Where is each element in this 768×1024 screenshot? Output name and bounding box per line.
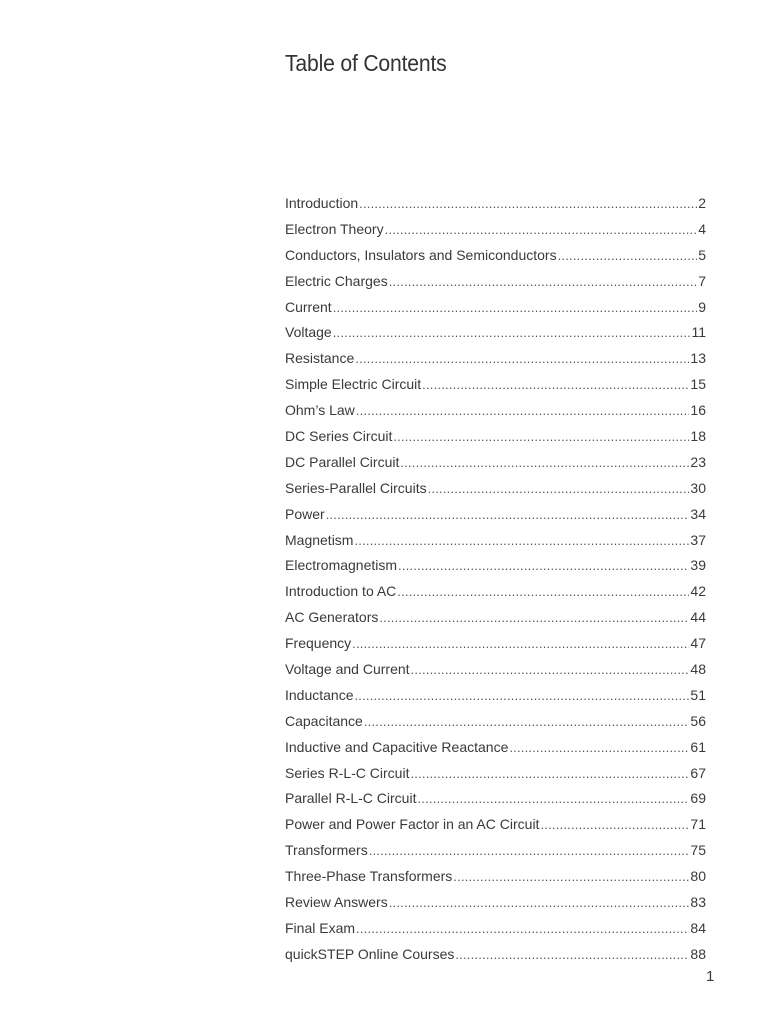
toc-entry bbox=[285, 579, 706, 605]
toc-entry-label: Voltage and Current bbox=[285, 661, 410, 678]
toc-entry-label: Conductors, Insulators and Semiconductors bbox=[285, 246, 557, 263]
toc-entry-page: 44 bbox=[690, 609, 706, 626]
toc-entry-page: 30 bbox=[690, 479, 706, 496]
dot-leader bbox=[356, 916, 689, 942]
toc-entry bbox=[285, 735, 706, 761]
toc-entry bbox=[285, 838, 706, 864]
toc-entry bbox=[285, 217, 706, 243]
dot-leader bbox=[355, 683, 690, 709]
toc-entry-page: 61 bbox=[690, 738, 706, 755]
toc-entry-page: 48 bbox=[690, 661, 706, 678]
toc-entry-label: Frequency bbox=[285, 635, 352, 652]
toc-entry bbox=[285, 372, 706, 398]
toc-entry-label: Ohm’s Law bbox=[285, 402, 355, 419]
toc-entry-label: Voltage bbox=[285, 324, 332, 341]
toc-entry-label: DC Series Circuit bbox=[285, 428, 393, 445]
dot-leader bbox=[428, 476, 690, 502]
toc-entry-page: 9 bbox=[698, 298, 706, 315]
toc-entry-label: DC Parallel Circuit bbox=[285, 453, 400, 470]
toc-entry-page: 11 bbox=[691, 324, 706, 341]
toc-entry bbox=[285, 476, 706, 502]
dot-leader bbox=[393, 424, 689, 450]
toc-entry-label: Inductive and Capacitive Reactance bbox=[285, 738, 509, 755]
toc-entry bbox=[285, 942, 706, 968]
dot-leader bbox=[417, 786, 689, 812]
dot-leader bbox=[385, 217, 698, 243]
toc-entry-page: 88 bbox=[690, 945, 706, 962]
dot-leader bbox=[509, 735, 689, 761]
toc-entry bbox=[285, 709, 706, 735]
toc-entry bbox=[285, 812, 706, 838]
toc-entry-label: Final Exam bbox=[285, 919, 356, 936]
toc-entry-label: Transformers bbox=[285, 842, 368, 859]
toc-entry-page: 34 bbox=[690, 505, 706, 522]
toc-entry bbox=[285, 320, 706, 346]
dot-leader bbox=[411, 657, 690, 683]
toc-entry bbox=[285, 424, 706, 450]
toc-entry-page: 18 bbox=[690, 428, 706, 445]
toc-entry-label: Resistance bbox=[285, 350, 355, 367]
toc-entry bbox=[285, 191, 706, 217]
toc-entry bbox=[285, 631, 706, 657]
toc-entry-page: 2 bbox=[698, 195, 706, 211]
toc-entry bbox=[285, 346, 706, 372]
toc-entry-page: 47 bbox=[690, 635, 706, 652]
dot-leader bbox=[354, 528, 689, 554]
toc-entry-page: 4 bbox=[698, 220, 706, 237]
dot-leader bbox=[410, 761, 689, 787]
toc-entry-page: 83 bbox=[690, 894, 706, 911]
dot-leader bbox=[389, 269, 698, 295]
toc-entry-label: Introduction bbox=[285, 195, 359, 211]
toc-entry bbox=[285, 761, 706, 787]
page-title: Table of Contents bbox=[285, 50, 447, 76]
toc-entry bbox=[285, 657, 706, 683]
dot-leader bbox=[455, 942, 689, 968]
toc-entry-page: 39 bbox=[690, 557, 706, 574]
toc-entry-page: 84 bbox=[690, 919, 706, 936]
toc-entry-page: 56 bbox=[690, 712, 706, 729]
toc-entry-label: Introduction to AC bbox=[285, 583, 397, 600]
toc-entry bbox=[285, 605, 706, 631]
dot-leader bbox=[333, 295, 698, 321]
dot-leader bbox=[540, 812, 689, 838]
toc-entry-page: 80 bbox=[690, 868, 706, 885]
toc-entry bbox=[285, 269, 706, 295]
dot-leader bbox=[359, 191, 697, 217]
toc-entry-page: 67 bbox=[690, 764, 706, 781]
toc-entry bbox=[285, 864, 706, 890]
dot-leader bbox=[453, 864, 689, 890]
toc-entry-page: 51 bbox=[690, 686, 706, 703]
toc-entry bbox=[285, 450, 706, 476]
toc-entry-page: 13 bbox=[690, 350, 706, 367]
toc-entry-page: 5 bbox=[698, 246, 706, 263]
dot-leader bbox=[364, 709, 690, 735]
toc-entry-page: 7 bbox=[698, 272, 706, 289]
dot-leader bbox=[326, 502, 690, 528]
page-number: 1 bbox=[706, 968, 715, 985]
toc-entry-label: Electric Charges bbox=[285, 272, 388, 289]
table-of-contents bbox=[285, 191, 706, 968]
toc-entry-page: 71 bbox=[690, 816, 706, 833]
toc-entry-label: Power and Power Factor in an AC Circuit bbox=[285, 816, 540, 833]
toc-entry-page: 37 bbox=[690, 531, 706, 548]
dot-leader bbox=[369, 838, 690, 864]
dot-leader bbox=[397, 579, 689, 605]
toc-entry-page: 23 bbox=[690, 453, 706, 470]
dot-leader bbox=[356, 398, 690, 424]
toc-entry bbox=[285, 502, 706, 528]
toc-entry-label: AC Generators bbox=[285, 609, 379, 626]
toc-entry-page: 42 bbox=[690, 583, 706, 600]
toc-entry-page: 16 bbox=[690, 402, 706, 419]
dot-leader bbox=[352, 631, 689, 657]
toc-entry-label: Series R-L-C Circuit bbox=[285, 764, 410, 781]
toc-entry bbox=[285, 683, 706, 709]
toc-entry-page: 15 bbox=[690, 376, 706, 393]
toc-entry bbox=[285, 295, 706, 321]
toc-entry-label: Series-Parallel Circuits bbox=[285, 479, 427, 496]
toc-entry-label: Magnetism bbox=[285, 531, 354, 548]
toc-entry-label: Electron Theory bbox=[285, 220, 384, 237]
toc-entry-label: Review Answers bbox=[285, 894, 388, 911]
toc-entry-label: quickSTEP Online Courses bbox=[285, 945, 455, 962]
toc-entry-page: 75 bbox=[690, 842, 706, 859]
toc-entry-label: Inductance bbox=[285, 686, 354, 703]
toc-entry-label: Three-Phase Transformers bbox=[285, 868, 453, 885]
toc-entry bbox=[285, 553, 706, 579]
dot-leader bbox=[333, 320, 691, 346]
toc-entry bbox=[285, 528, 706, 554]
toc-entry-label: Electromagnetism bbox=[285, 557, 398, 574]
toc-entry-label: Power bbox=[285, 505, 325, 522]
toc-entry bbox=[285, 243, 706, 269]
toc-entry bbox=[285, 398, 706, 424]
toc-entry-label: Parallel R-L-C Circuit bbox=[285, 790, 417, 807]
dot-leader bbox=[389, 890, 690, 916]
dot-leader bbox=[422, 372, 689, 398]
dot-leader bbox=[398, 553, 689, 579]
dot-leader bbox=[400, 450, 689, 476]
dot-leader bbox=[355, 346, 689, 372]
toc-entry bbox=[285, 916, 706, 942]
toc-entry-label: Capacitance bbox=[285, 712, 363, 729]
toc-entry-page: 69 bbox=[690, 790, 706, 807]
toc-entry-label: Current bbox=[285, 298, 332, 315]
toc-entry-label: Simple Electric Circuit bbox=[285, 376, 422, 393]
toc-entry bbox=[285, 890, 706, 916]
dot-leader bbox=[379, 605, 689, 631]
toc-entry bbox=[285, 786, 706, 812]
dot-leader bbox=[558, 243, 698, 269]
